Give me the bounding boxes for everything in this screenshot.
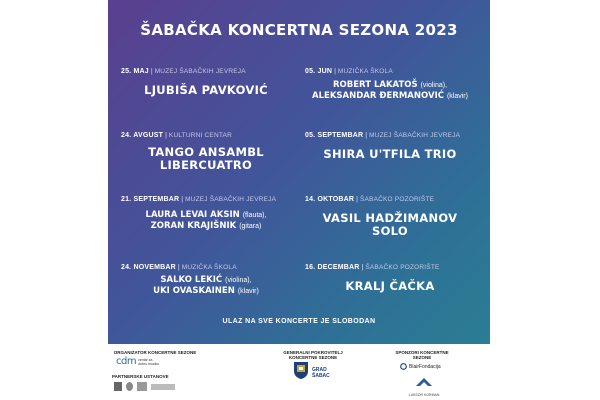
performer-name: KRALJ ČAČKA bbox=[345, 279, 435, 293]
poster-title: ŠABAČKA KONCERTNA SEZONA 2023 bbox=[140, 21, 458, 39]
sponsor-name: LUKSOR KORMAN bbox=[408, 393, 440, 397]
separator: | bbox=[150, 67, 153, 75]
event-header bbox=[121, 262, 291, 272]
event-header bbox=[121, 194, 291, 204]
performer-line bbox=[121, 275, 291, 286]
event-header bbox=[305, 66, 475, 76]
event-card bbox=[305, 66, 475, 102]
sponsors-heading: SPONZORI KONCERTNE SEZONE bbox=[395, 350, 449, 360]
event-date: 24. NOVEMBAR bbox=[121, 263, 176, 271]
event-venue: MUZIČKA ŠKOLA bbox=[337, 67, 393, 75]
event-date: 24. AVGUST bbox=[121, 131, 164, 139]
separator: | bbox=[181, 195, 184, 203]
cdm-logo-text bbox=[138, 358, 159, 366]
event-date: 25. MAJ bbox=[121, 67, 149, 75]
separator: | bbox=[165, 131, 167, 139]
event-card bbox=[121, 262, 291, 297]
performer bbox=[305, 212, 475, 238]
performer bbox=[121, 84, 291, 97]
separator: | bbox=[334, 67, 336, 75]
event-venue: MUZIČKA ŠKOLA bbox=[181, 263, 237, 271]
performer-name: LIBERCUATRO bbox=[159, 158, 253, 172]
separator: | bbox=[356, 195, 358, 203]
instrument: (gitara) bbox=[239, 223, 262, 230]
sponsor-footer bbox=[108, 346, 490, 400]
partner-logo-icon bbox=[137, 382, 147, 391]
event-card bbox=[305, 262, 475, 293]
event-venue: ŠABAČKO POZORIŠTE bbox=[365, 263, 440, 271]
cdm-logo bbox=[116, 356, 159, 367]
event-header bbox=[121, 66, 291, 76]
event-header bbox=[121, 130, 291, 140]
partner-logo-icon bbox=[126, 382, 133, 391]
performer bbox=[121, 275, 291, 297]
performer-line bbox=[121, 210, 291, 221]
performer-name: LJUBIŠA PAVKOVIĆ bbox=[144, 83, 268, 97]
organizer-heading: ORGANIZATOR KONCERTNE SEZONE bbox=[113, 350, 197, 355]
instrument: (klavir) bbox=[237, 288, 259, 295]
partner-logo-icon bbox=[114, 382, 122, 391]
blair-fondacija-logo bbox=[400, 363, 441, 370]
separator: | bbox=[365, 131, 368, 139]
event-card bbox=[121, 194, 291, 232]
performer bbox=[305, 148, 475, 161]
sponsor-name: BlairFondacija bbox=[409, 363, 441, 370]
city-label bbox=[312, 368, 330, 379]
performer-line bbox=[305, 91, 475, 102]
performer-name: ALEKSANDAR ĐERMANOVIĆ bbox=[312, 91, 444, 101]
event-date: 16. DECEMBAR bbox=[305, 263, 360, 271]
luksor-logo bbox=[406, 374, 442, 397]
performer bbox=[305, 280, 475, 293]
event-header bbox=[305, 262, 475, 272]
event-venue: ŠABAČKO POZORIŠTE bbox=[359, 195, 435, 203]
event-header bbox=[305, 130, 475, 140]
city-crest-icon bbox=[293, 360, 309, 380]
partners-heading: PARTNERSKE USTANOVE bbox=[112, 374, 169, 379]
cdm-logo-line: centar za bbox=[138, 357, 153, 362]
instrument: (violina), bbox=[225, 277, 252, 284]
separator: | bbox=[361, 263, 364, 271]
performer bbox=[121, 146, 291, 172]
event-card bbox=[305, 194, 475, 238]
performer-name: SALKO LEKIĆ bbox=[160, 275, 223, 285]
performer-name: SHIRA U'TFILA TRIO bbox=[323, 147, 457, 161]
instrument: (flauta), bbox=[242, 212, 267, 219]
event-card bbox=[121, 66, 291, 97]
concert-poster bbox=[108, 0, 490, 344]
event-card bbox=[121, 130, 291, 172]
performer-name: LAURA LEVAI AKSIN bbox=[145, 210, 240, 220]
event-date: 21. SEPTEMBAR bbox=[121, 195, 180, 203]
event-card bbox=[305, 130, 475, 161]
performer-line bbox=[121, 286, 291, 297]
performer-name: ZORAN KRAJIŠNIK bbox=[150, 221, 237, 231]
cdm-logo-line: dobru muziku bbox=[138, 361, 160, 366]
general-sponsor-heading: GENERALNI POKROVITELJ KONCERTNE SEZONE bbox=[283, 350, 343, 360]
performer-name: TANGO ANSAMBL bbox=[148, 145, 264, 159]
performer bbox=[121, 210, 291, 232]
event-venue: KULTURNI CENTAR bbox=[168, 131, 232, 139]
event-venue: MUZEJ ŠABAČKIH JEVREJA bbox=[369, 131, 461, 139]
event-header bbox=[305, 194, 475, 204]
event-date: 05. JUN bbox=[305, 67, 333, 75]
performer bbox=[305, 80, 475, 102]
instrument: (violina), bbox=[420, 82, 448, 89]
luksor-logo-icon bbox=[415, 377, 433, 387]
free-entry-note: ULAZ NA SVE KONCERTE JE SLOBODAN bbox=[222, 318, 376, 325]
blair-logo-icon bbox=[400, 363, 407, 370]
cdm-logo-mark: cdm bbox=[116, 356, 137, 367]
event-date: 05. SEPTEMBAR bbox=[305, 131, 364, 139]
event-venue: MUZEJ ŠABAČKIH JEVREJA bbox=[185, 195, 277, 203]
event-venue: MUZEJ ŠABAČKIH JEVREJA bbox=[154, 67, 246, 75]
event-date: 14. OKTOBAR bbox=[305, 195, 355, 203]
performer-line bbox=[305, 80, 475, 91]
partner-logos bbox=[114, 382, 175, 391]
performer-name: UKI OVASKAINEN bbox=[153, 286, 235, 296]
separator: | bbox=[177, 263, 180, 271]
partner-logo-icon bbox=[151, 384, 175, 390]
performer-name: VASIL HADŽIMANOV SOLO bbox=[322, 211, 458, 238]
performer-line bbox=[121, 221, 291, 232]
performer-name: ROBERT LAKATOŠ bbox=[332, 80, 418, 90]
instrument: (klavir) bbox=[446, 93, 468, 100]
city-label-line: ŠABAC bbox=[312, 372, 330, 379]
city-label-line: GRAD bbox=[312, 367, 327, 373]
